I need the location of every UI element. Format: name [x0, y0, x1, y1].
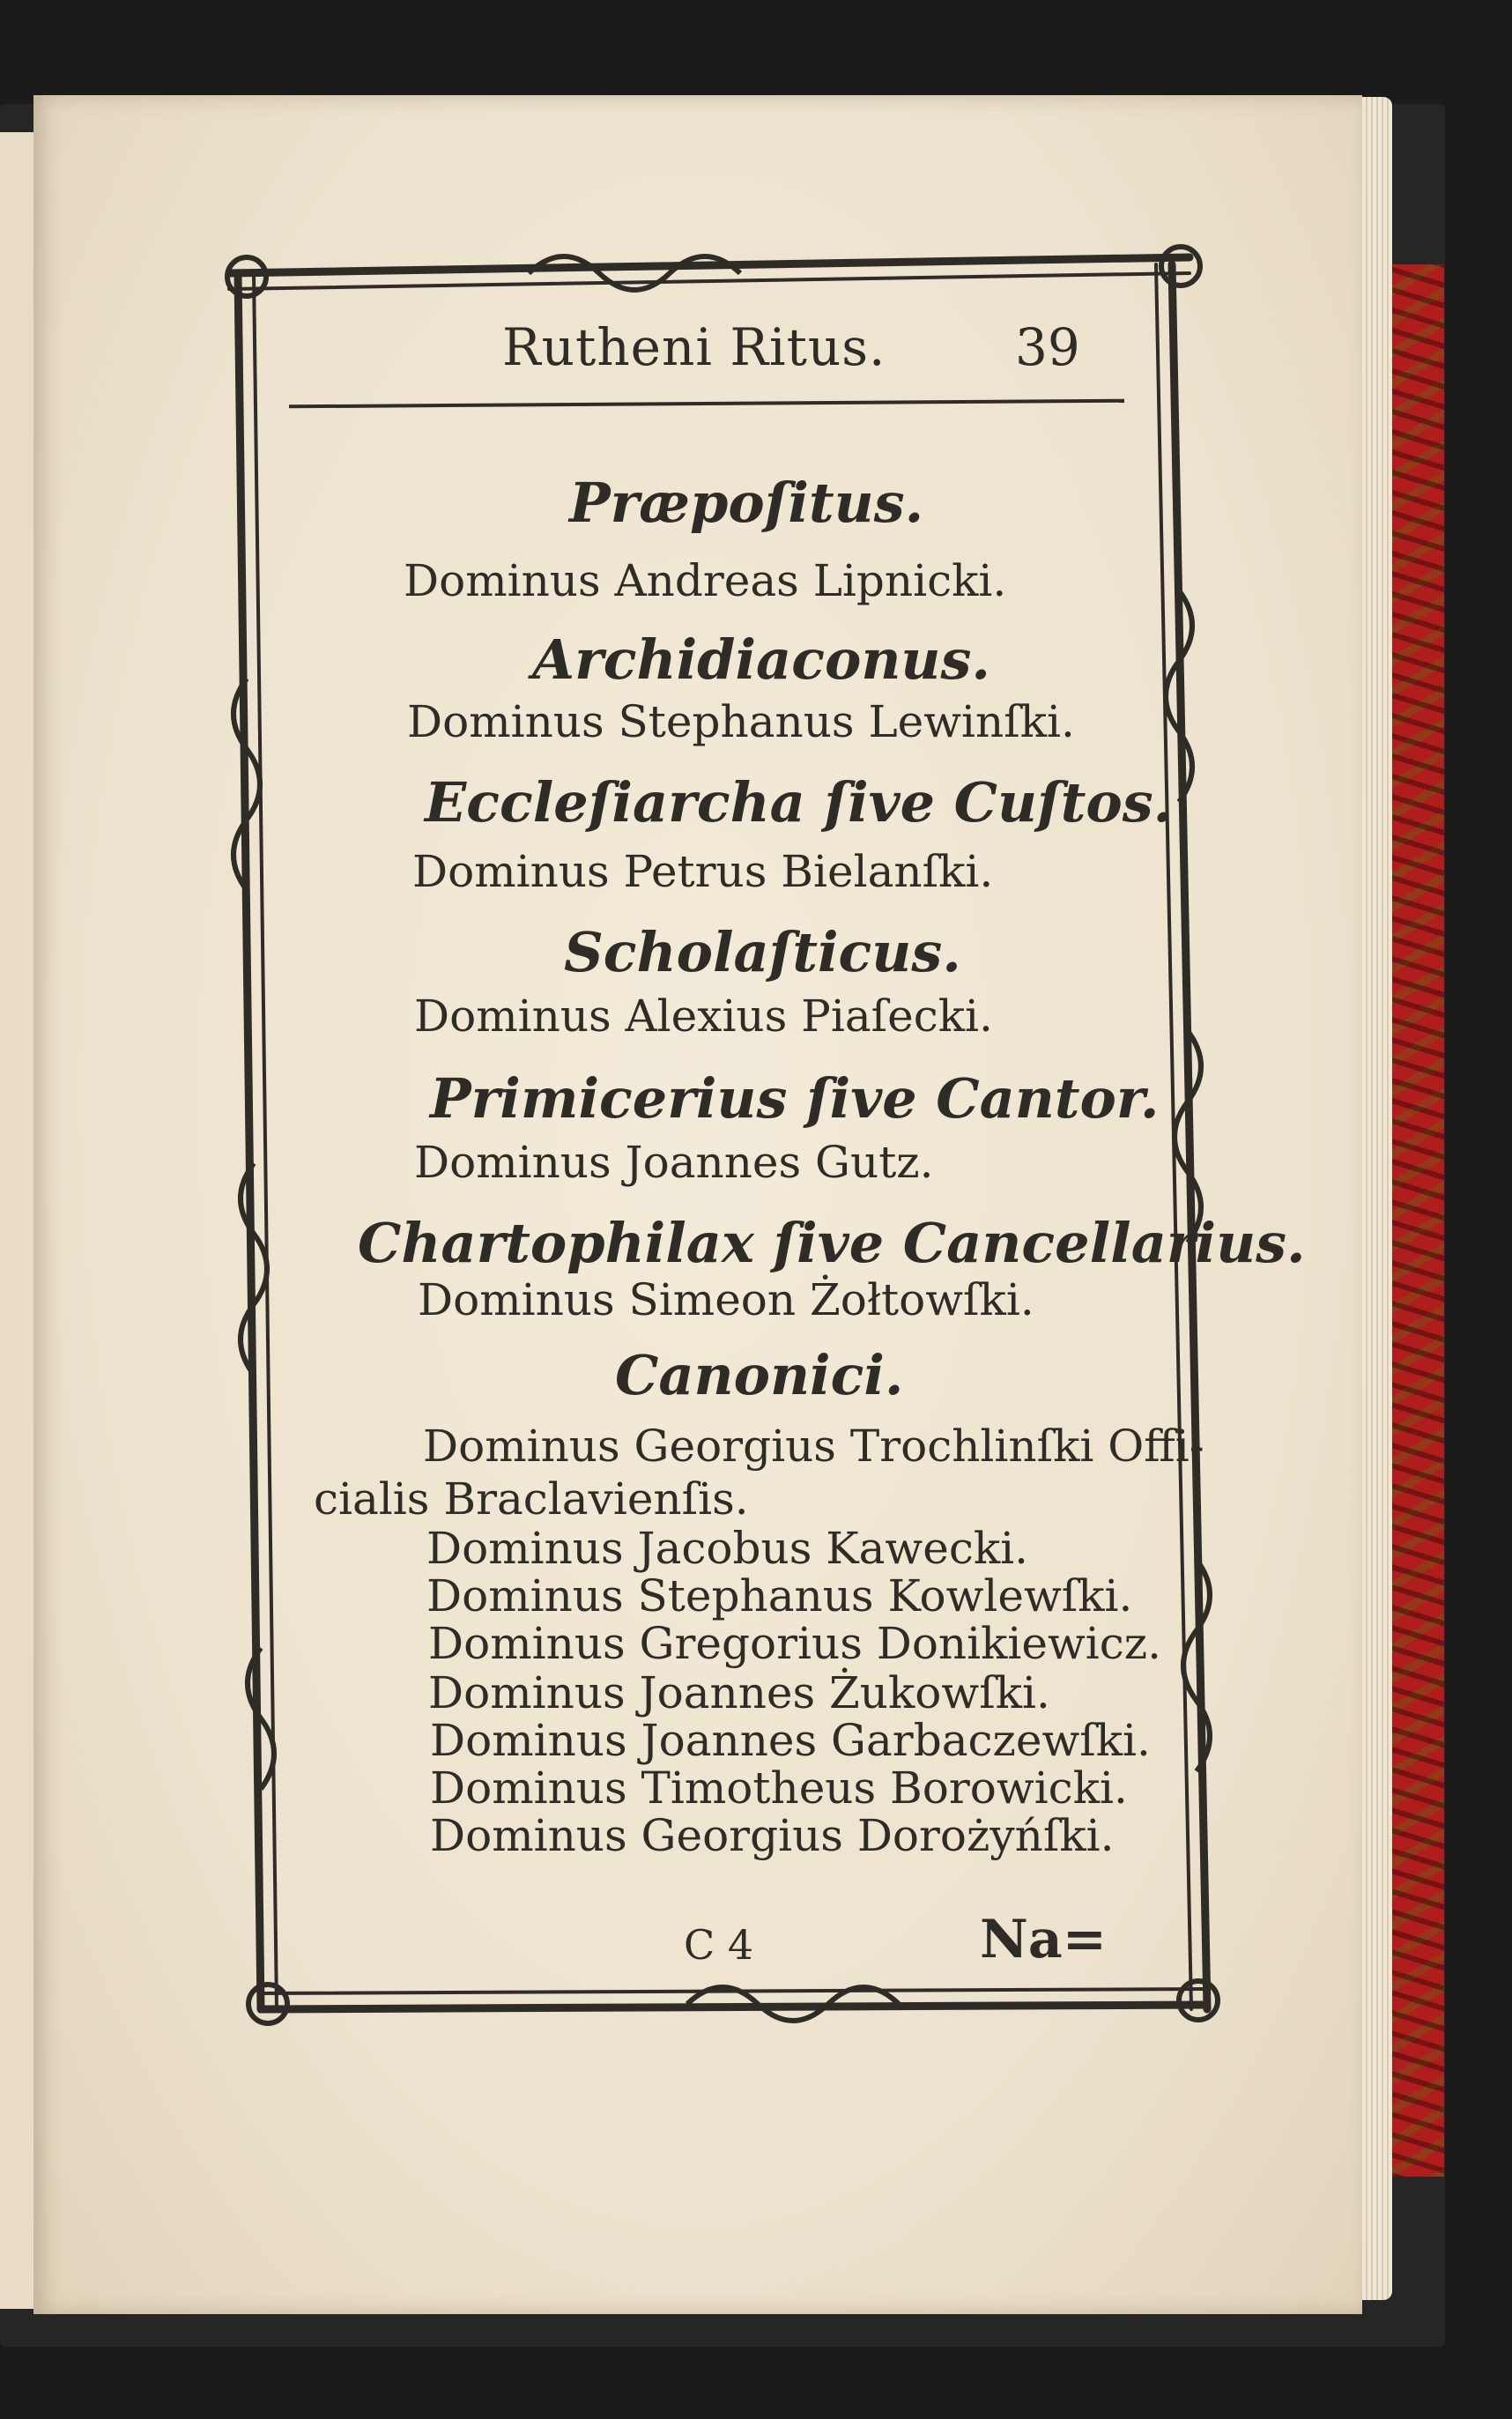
name-line: Dominus Gregorius Donikiewicz. — [428, 1618, 1162, 1669]
name-line: Dominus Stephanus Kowlewſki. — [426, 1570, 1133, 1621]
office-heading: Scholaſticus. — [564, 920, 961, 984]
name-line: Dominus Petrus Bielanſki. — [412, 846, 994, 897]
name-line: Dominus Stephanus Lewinſki. — [407, 696, 1075, 747]
name-line: cialis Braclavienſis. — [314, 1473, 749, 1525]
name-line: Dominus Joannes Gutz. — [414, 1137, 934, 1188]
page-number: 39 — [1015, 317, 1080, 377]
signature-mark: C 4 — [684, 1921, 754, 1969]
name-line: Dominus Alexius Piaſecki. — [414, 991, 993, 1042]
name-line: Dominus Joannes Garbaczewſki. — [430, 1715, 1151, 1766]
running-head-title: Rutheni Ritus. — [502, 317, 886, 377]
name-line: Dominus Georgius Trochlinſki Offi- — [423, 1421, 1204, 1472]
name-line: Dominus Timotheus Borowicki. — [430, 1762, 1128, 1814]
catchword: Na= — [980, 1909, 1107, 1970]
name-line: Dominus Joannes Żukowſki. — [428, 1667, 1050, 1718]
office-heading: Canonici. — [615, 1343, 904, 1407]
name-line: Dominus Andreas Lipnicki. — [404, 555, 1007, 606]
name-line: Dominus Simeon Żołtowſki. — [418, 1274, 1034, 1325]
office-heading: Chartophilax ſive Cancellarius. — [358, 1211, 1306, 1275]
office-heading: Præpoſitus. — [569, 471, 924, 535]
office-heading: Eccleſiarcha ſive Cuſtos. — [425, 770, 1173, 835]
office-heading: Primicerius ſive Cantor. — [430, 1066, 1160, 1131]
name-line: Dominus Jacobus Kawecki. — [426, 1523, 1029, 1574]
name-line: Dominus Georgius Dorożyńſki. — [430, 1810, 1115, 1861]
office-heading: Archidiaconus. — [532, 627, 990, 692]
